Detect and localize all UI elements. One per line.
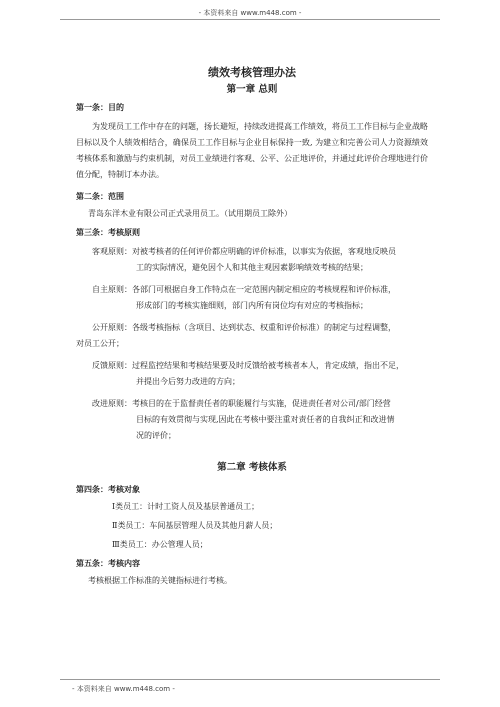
article-5-heading: 第五条：考核内容 <box>76 558 140 568</box>
page-footer: - 本资料来自 www.m448.com - <box>72 685 175 693</box>
principle-feedback-line2: 并提出今后努力改进的方向； <box>136 377 240 386</box>
document-body <box>76 66 428 594</box>
principle-feedback <box>92 358 428 390</box>
principle-openness-line2: 对员工公开； <box>76 339 124 348</box>
principle-objective-line2: 工的实际情况，避免因个人和其他主观因素影响绩效考核的结果； <box>136 263 368 272</box>
principle-improvement-line2: 目标的有效贯彻与实现,因此在考核中要注重对责任者的自我纠正和改进情 <box>136 415 395 424</box>
principle-improvement-line1: 改进原则：考核目的在于监督责任者的职能履行与实施，促进责任者对公司/部门经营 <box>92 399 391 408</box>
article-3-heading: 第三条：考核原则 <box>76 227 140 237</box>
principle-objective <box>92 244 428 276</box>
footer-rule <box>60 679 440 680</box>
principle-improvement-line3: 况的评价； <box>136 431 176 440</box>
principle-openness-line1: 公开原则：各级考核指标（含项目、达到状态、权重和评价标准）的制定与过程调整， <box>92 323 396 332</box>
class-3-staff: Ⅲ类员工：办公管理人员； <box>112 540 208 549</box>
article-5-text: 考核根据工作标准的关键指标进行考核。 <box>88 576 232 585</box>
article-4-heading: 第四条：考核对象 <box>76 484 140 494</box>
article-1-text: 为发现员工工作中存在的问题，扬长避短，持续改进提高工作绩效，将员工工作目标与企业战略目标以及个人绩效相结合，确保员工工作目标与企业目标保持一致, 为建立和完善公司人力资源绩效考核体系和激励与约束机制，对员工业绩进行客观、公平、公正地评价，并通过此评价合理地进行价值分配，特制订本办法。 <box>76 122 428 179</box>
chapter-2-heading: 第二章 考核体系 <box>217 462 287 473</box>
article-2-text: 青岛东洋木业有限公司正式录用员工。（试用期员工除外） <box>88 209 292 218</box>
chapter-1-heading: 第一章 总则 <box>226 84 278 95</box>
principle-improvement <box>92 396 428 444</box>
class-2-staff: Ⅱ类员工：车间基层管理人员及其他月薪人员； <box>112 521 278 530</box>
principle-objective-line1: 客观原则：对被考核者的任何评价都应明确的评价标准，以事实为依据，客观地反映员 <box>92 247 396 256</box>
principle-autonomy-line2: 形成部门的考核实施细则，部门内所有岗位均有对应的考核指标； <box>136 301 368 310</box>
class-1-staff: Ⅰ类员工：计时工资人员及基层普通员工； <box>112 502 260 511</box>
article-2-heading: 第二条：范围 <box>76 191 124 201</box>
principle-feedback-line1: 反馈原则：过程监控结果和考核结果要及时反馈给被考核者本人，肯定成绩，指出不足， <box>92 361 404 370</box>
page-header: - 本资料来自 www.m448.com - <box>198 9 302 17</box>
principle-autonomy-line1: 自主原则：各部门可根据自身工作特点在一定范围内制定相应的考核规程和评价标准， <box>92 285 396 294</box>
principle-openness <box>76 320 428 352</box>
document-title: 绩效考核管理办法 <box>208 66 296 79</box>
article-1-heading: 第一条：目的 <box>76 102 124 112</box>
principle-autonomy <box>92 282 428 314</box>
header-rule <box>60 19 440 20</box>
